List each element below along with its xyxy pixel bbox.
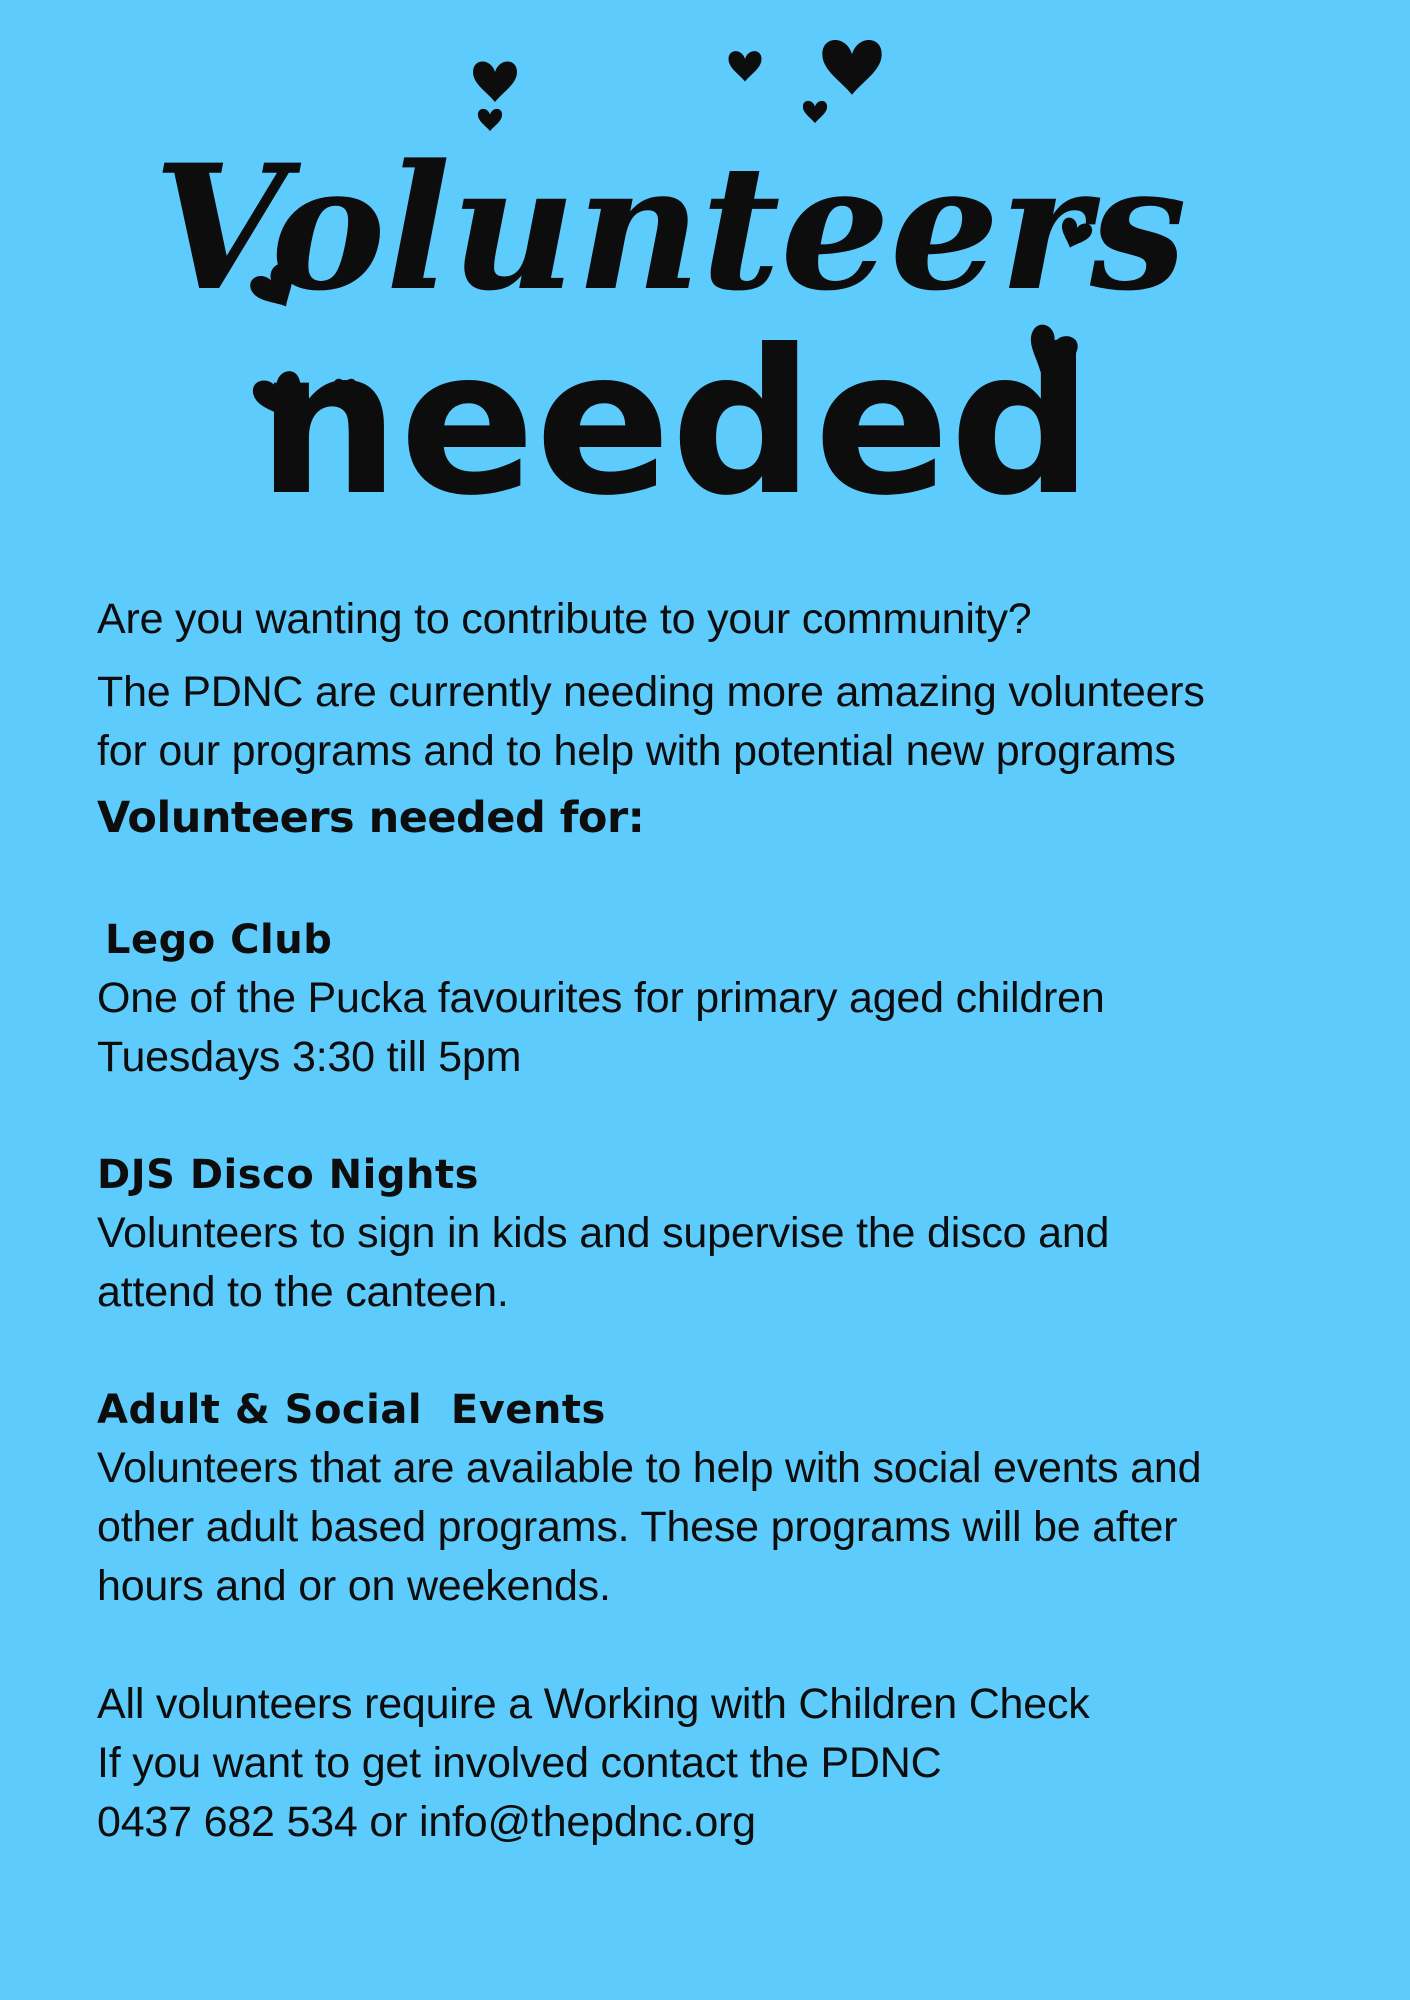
heart-icon <box>803 101 827 123</box>
program-title: DJS Disco Nights <box>97 1152 479 1198</box>
program-line: other adult based programs. These programs will be after <box>97 1503 1178 1551</box>
program-line: Tuesdays 3:30 till 5pm <box>97 1033 522 1081</box>
needed-for-heading: Volunteers needed for: <box>97 793 645 843</box>
program-line: Volunteers to sign in kids and supervise the disco and <box>97 1209 1110 1257</box>
title-line1: Volunteers <box>153 126 1187 329</box>
heart-icon <box>473 62 517 103</box>
program-line: hours and or on weekends. <box>97 1562 611 1610</box>
intro-line-1: The PDNC are currently needing more amazing volunteers <box>97 668 1205 716</box>
program-line: Volunteers that are available to help with social events and <box>97 1444 1202 1492</box>
footer-line-2: If you want to get involved contact the PDNC <box>97 1739 942 1787</box>
intro-question: Are you wanting to contribute to your community? <box>97 595 1032 643</box>
volunteers-needed-lettering <box>153 20 1187 580</box>
intro-line-2: for our programs and to help with potential new programs <box>97 727 1176 775</box>
program-title: Adult & Social Events <box>97 1387 606 1433</box>
program-lego-club <box>97 911 1357 1087</box>
heart-icon <box>729 51 762 81</box>
program-title: Lego Club <box>105 917 333 963</box>
program-line: attend to the canteen. <box>97 1268 509 1316</box>
title-line2: needed <box>257 307 1093 540</box>
contact-footer <box>97 1675 1357 1852</box>
heart-icon <box>822 40 881 95</box>
flyer-body <box>97 590 1357 1852</box>
footer-contact: 0437 682 534 or info@thepdnc.org <box>97 1798 756 1846</box>
program-disco-nights <box>97 1146 1357 1322</box>
footer-line-1: All volunteers require a Working with Children Check <box>97 1680 1090 1728</box>
program-adult-social-events <box>97 1381 1357 1616</box>
program-line: One of the Pucka favourites for primary aged children <box>97 974 1105 1022</box>
